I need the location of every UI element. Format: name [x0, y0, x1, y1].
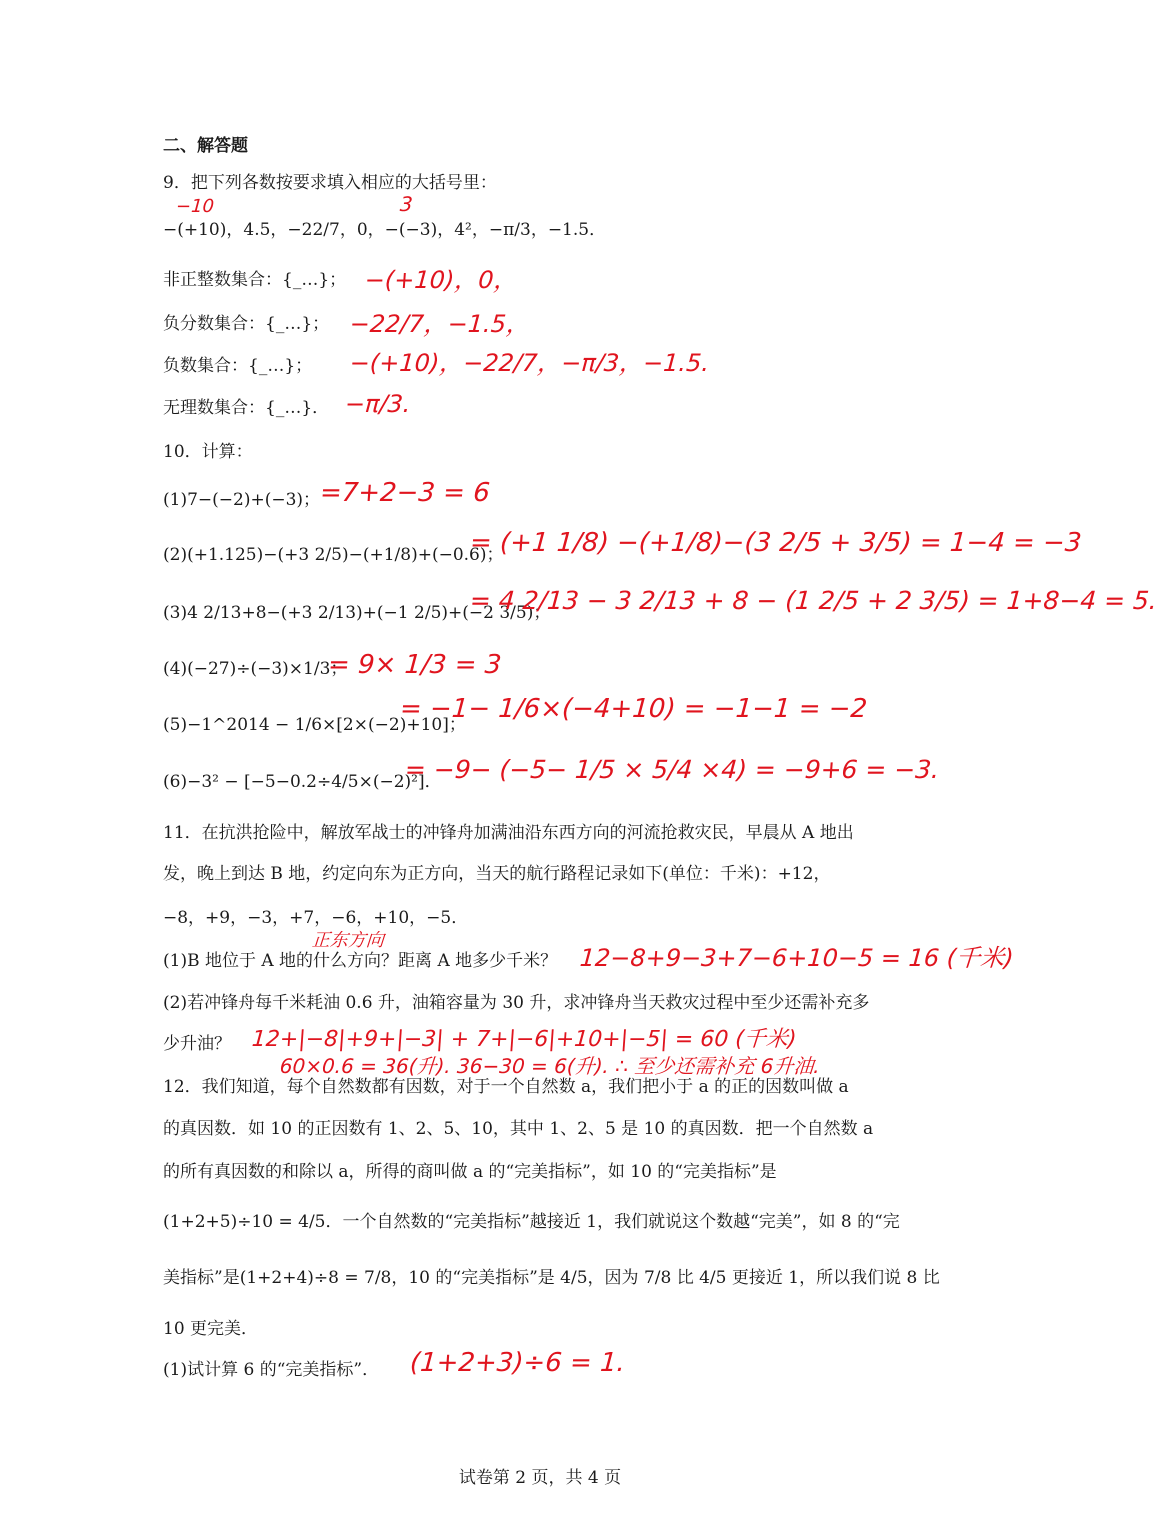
q11-p1-note: 正东方向 [311, 930, 385, 951]
q11-line-3: −8，+9，−3，+7，−6，+10，−5． [163, 908, 469, 928]
page-footer: 试卷第 2 页，共 4 页 [458, 1468, 622, 1488]
q11-p1-answer: 12−8+9−3+7−6+10−5 = 16 (千米) [578, 944, 1015, 972]
q9-set-answer-4: −π/3. [344, 390, 412, 418]
q10-item-2: (2)(+1.125)−(+3 2/5)−(+1/8)+(−0.6)； [163, 545, 504, 565]
section-title: 二、解答题 [163, 136, 248, 156]
q11-line-1: 11．在抗洪抢险中，解放军战士的冲锋舟加满油沿东西方向的河流抢救灾民，早晨从 A 地出 [163, 823, 854, 843]
q12-p1-answer: (1+2+3)÷6 = 1. [408, 1348, 626, 1378]
q9-set-label-4: 无理数集合：{_…}． [163, 398, 330, 418]
q9-set-label-2: 负分数集合：{_…}； [163, 314, 330, 334]
q11-line-2: 发，晚上到达 B 地，约定向东为正方向，当天的航行路程记录如下(单位：千米)：+12， [163, 864, 831, 884]
q10-stem: 10．计算： [163, 442, 253, 462]
q9-hw-top-2: 3 [399, 192, 414, 216]
q9-set-answer-3: −(+10)，−22/7，−π/3，−1.5. [348, 349, 711, 377]
q9-set-label-1: 非正整数集合：{_…}； [163, 270, 347, 290]
q10-answer-1: =7+2−3 = 6 [318, 478, 491, 508]
q9-numbers: −(+10)，4.5，−22/7，0，−(−3)，4²，−π/3，−1.5． [163, 220, 607, 240]
q12-line-1: 12．我们知道，每个自然数都有因数，对于一个自然数 a，我们把小于 a 的正的因数叫做 a [163, 1077, 849, 1097]
q10-item-6: (6)−3² − [−5−0.2÷4/5×(−2)²]． [163, 772, 442, 792]
q10-answer-6: = −9− (−5− 1/5 × 5/4 ×4) = −9+6 = −3. [403, 755, 941, 784]
q10-answer-5: = −1− 1/6×(−4+10) = −1−1 = −2 [398, 694, 869, 724]
q10-item-5: (5)−1^2014 − 1/6×[2×(−2)+10]； [163, 715, 466, 735]
q12-line-4: (1+2+5)÷10 = 4/5．一个自然数的“完美指标”越接近 1，我们就说这个数越“完美”，如 8 的“完 [163, 1212, 900, 1232]
q9-stem: 9．把下列各数按要求填入相应的大括号里： [163, 173, 497, 193]
q11-p2-line-1: (2)若冲锋舟每千米耗油 0.6 升，油箱容量为 30 升，求冲锋舟当天救灾过程中至少还需补充多 [163, 993, 870, 1013]
q9-set-answer-2: −22/7，−1.5， [348, 310, 532, 338]
q12-line-6: 10 更完美． [163, 1319, 259, 1339]
q10-answer-4: = 9× 1/3 = 3 [326, 650, 503, 680]
q10-answer-2: = (+1 1/8) −(+1/8)−(3 2/5 + 3/5) = 1−4 = −3 [468, 528, 1083, 558]
q11-p2-answer-2: 60×0.6 = 36(升). 36−30 = 6(升). ∴ 至少还需补充 6升油. [279, 1054, 821, 1078]
q9-set-label-3: 负数集合：{_…}； [163, 356, 313, 376]
q12-p1: (1)试计算 6 的“完美指标”． [163, 1360, 380, 1380]
q11-p2-answer-1: 12+|−8|+9+|−3| + 7+|−6|+10+|−5| = 60 (千米) [250, 1027, 798, 1052]
q10-item-1: (1)7−(−2)+(−3)； [163, 490, 321, 510]
q9-hw-top-1: −10 [175, 196, 215, 217]
q9-set-answer-1: −(+10)，0， [363, 266, 519, 294]
q10-item-4: (4)(−27)÷(−3)×1/3； [163, 659, 348, 679]
q10-answer-3: = 4 2/13 − 3 2/13 + 8 − (1 2/5 + 2 3/5) = 1+8−4 = 5. [468, 586, 1158, 615]
q12-line-2: 的真因数．如 10 的正因数有 1、2、5、10，其中 1、2、5 是 10 的真因数．把一个自然数 a [163, 1119, 874, 1139]
q11-p2-line-2: 少升油？ [163, 1034, 231, 1054]
q12-line-3: 的所有真因数的和除以 a，所得的商叫做 a 的“完美指标”，如 10 的“完美指标”是 [163, 1162, 777, 1182]
q11-p1: (1)B 地位于 A 地的什么方向？距离 A 地多少千米？ [163, 951, 558, 971]
q10-item-3: (3)4 2/13+8−(+3 2/13)+(−1 2/5)+(−2 3/5)； [163, 603, 551, 623]
q12-line-5: 美指标”是(1+2+4)÷8 = 7/8，10 的“完美指标”是 4/5，因为 7/8 比 4/5 更接近 1，所以我们说 8 比 [163, 1268, 940, 1288]
